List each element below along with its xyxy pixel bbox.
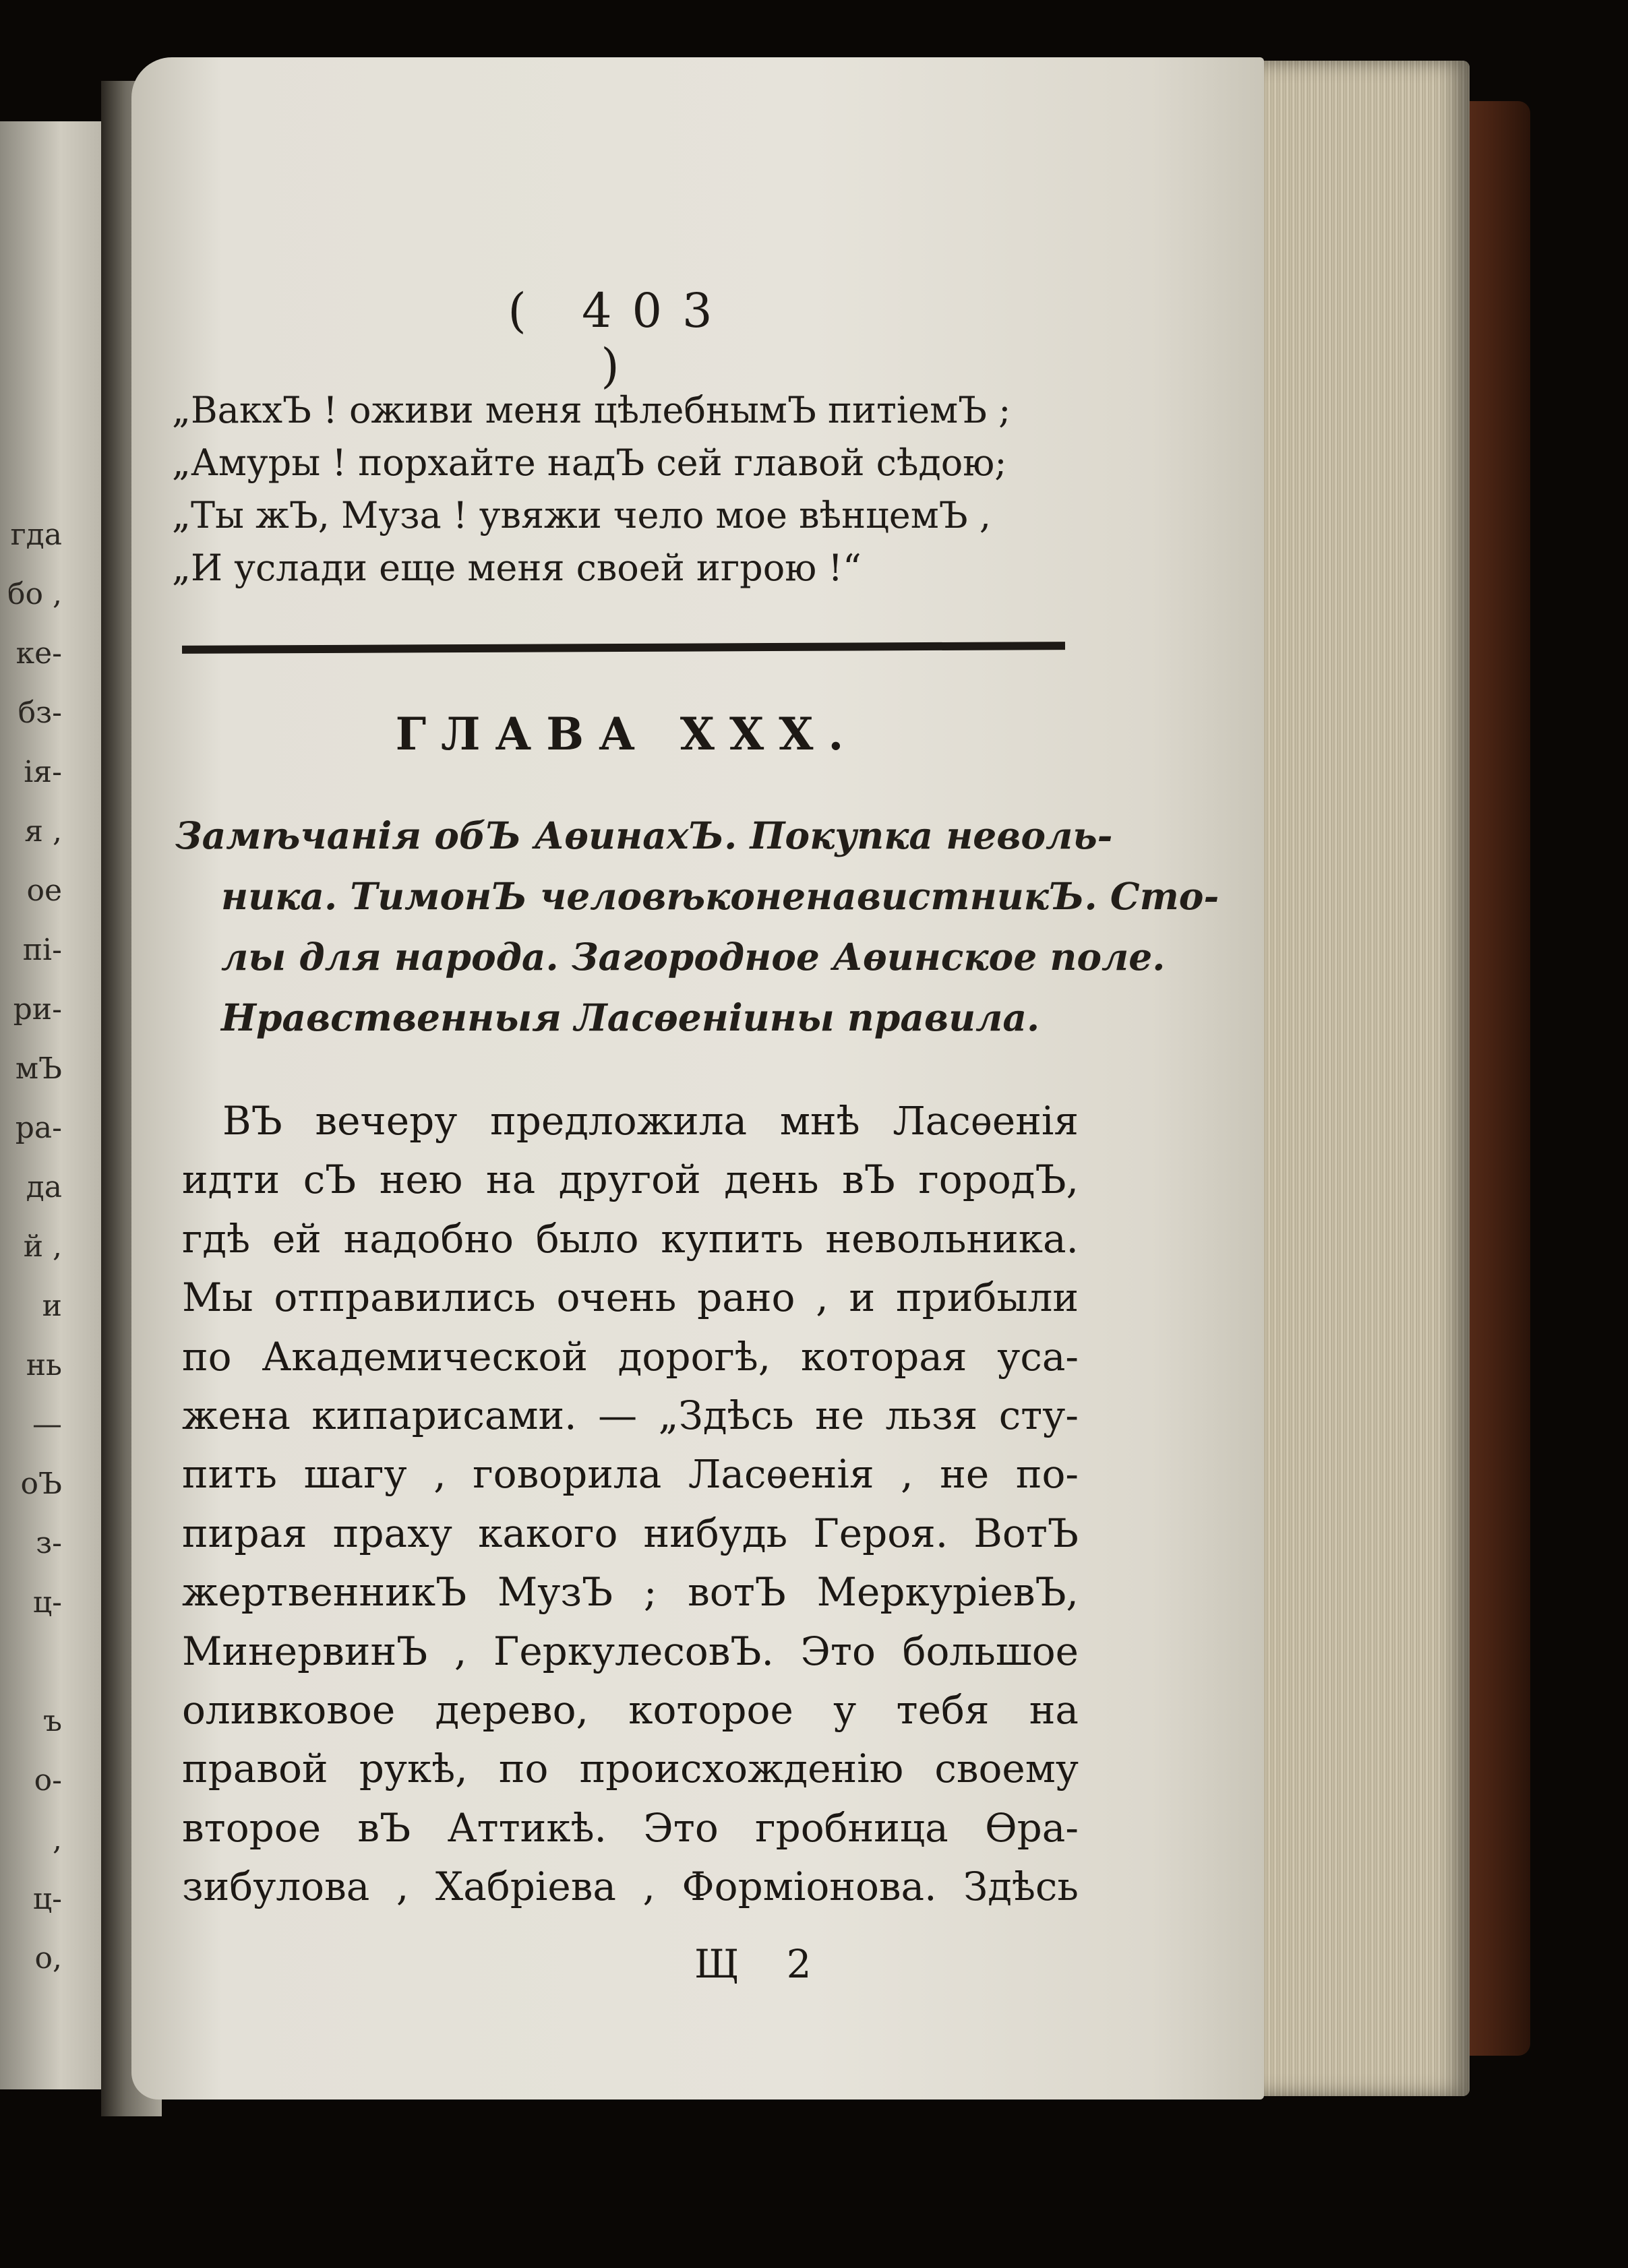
facing-line: бз-: [18, 696, 62, 730]
page-number: ( 403 ): [508, 283, 733, 394]
facing-line: ое: [26, 874, 62, 908]
facing-line: й ,: [23, 1229, 62, 1264]
facing-line: мЪ: [15, 1051, 62, 1086]
facing-line: я ,: [24, 814, 62, 849]
body-line: МинервинЪ , ГеркулесовЪ. Это большое: [182, 1628, 1079, 1674]
facing-line: бо ,: [7, 577, 62, 611]
facing-line: о,: [34, 1941, 62, 1975]
body-line: по Академической дорогѣ, которая уса-: [182, 1333, 1079, 1380]
facing-line: гда: [10, 518, 62, 552]
summary-line: Нравственныя Ласѳеніины правила.: [221, 995, 1040, 1039]
chapter-title: ГЛАВА XXX.: [395, 708, 859, 760]
facing-line: нь: [26, 1348, 62, 1382]
facing-line: ц-: [32, 1585, 62, 1620]
body-line: Мы отправились очень рано , и прибыли: [182, 1275, 1079, 1321]
body-line: жена кипарисами. — „Здѣсь не льзя сту-: [182, 1392, 1079, 1438]
verse-line: „Амуры ! порхайте надЪ сей главой сѣдою;: [172, 441, 1007, 484]
facing-line: да: [26, 1170, 62, 1204]
signature-mark: Щ 2: [694, 1941, 829, 1987]
facing-line: и: [42, 1289, 62, 1323]
facing-line: з-: [36, 1526, 62, 1560]
facing-line: ія-: [24, 755, 62, 789]
body-line: ВЪ вечеру предложила мнѣ Ласѳенія: [222, 1098, 1079, 1144]
facing-line: ц-: [32, 1882, 62, 1916]
facing-line: кe-: [16, 636, 62, 671]
facing-line: пi-: [22, 933, 62, 967]
verse-line: „Ты жЪ, Муза ! увяжи чело мое вѣнцемЪ ,: [172, 494, 991, 537]
body-text: [182, 1092, 1079, 1916]
body-line: жертвенникЪ МузЪ ; вотЪ МеркуріевЪ,: [182, 1569, 1079, 1616]
body-line: оливковое дерево, которое у тебя на: [182, 1686, 1079, 1733]
facing-page-text: [0, 505, 67, 1988]
chapter-summary: [175, 805, 1219, 1048]
summary-line: ника. ТимонЪ человѣконенавистникЪ. Сто-: [221, 874, 1219, 918]
summary-line: Замѣчанія обЪ АѳинахЪ. Покупка неволь-: [175, 814, 1113, 857]
facing-line: ри-: [13, 992, 62, 1026]
body-line: пирая праху какого нибудь Героя. ВотЪ: [182, 1510, 1079, 1556]
body-line: идти сЪ нею на другой день вЪ городЪ,: [182, 1157, 1079, 1203]
verse-line: „ВакхЪ ! оживи меня цѣлебнымЪ питіемЪ ;: [172, 389, 1011, 431]
body-line: правой рукѣ, по происхожденію своему: [182, 1746, 1079, 1792]
facing-line: —: [32, 1407, 62, 1442]
facing-line: ра-: [15, 1111, 62, 1145]
facing-line: о-: [34, 1763, 62, 1798]
facing-line: [0, 1632, 67, 1692]
summary-line: лы для народа. Загородное Аѳинское поле.: [221, 935, 1166, 979]
body-line: гдѣ ей надобно было купить невольника.: [182, 1215, 1079, 1262]
facing-line: ъ: [43, 1704, 62, 1738]
verse-line: „И услади еще меня своей игрою !“: [172, 547, 862, 589]
facing-line: оЪ: [20, 1467, 62, 1501]
body-line: зибулова , Хабріева , Форміонова. Здѣсь: [182, 1864, 1079, 1910]
page-edges: [1247, 61, 1470, 2096]
body-line: пить шагу , говорила Ласѳенія , не по-: [182, 1451, 1079, 1498]
facing-line: ,: [53, 1822, 62, 1857]
verse-block: [172, 384, 1129, 594]
body-line: второе вЪ Аттикѣ. Это гробница Ѳра-: [182, 1804, 1079, 1851]
